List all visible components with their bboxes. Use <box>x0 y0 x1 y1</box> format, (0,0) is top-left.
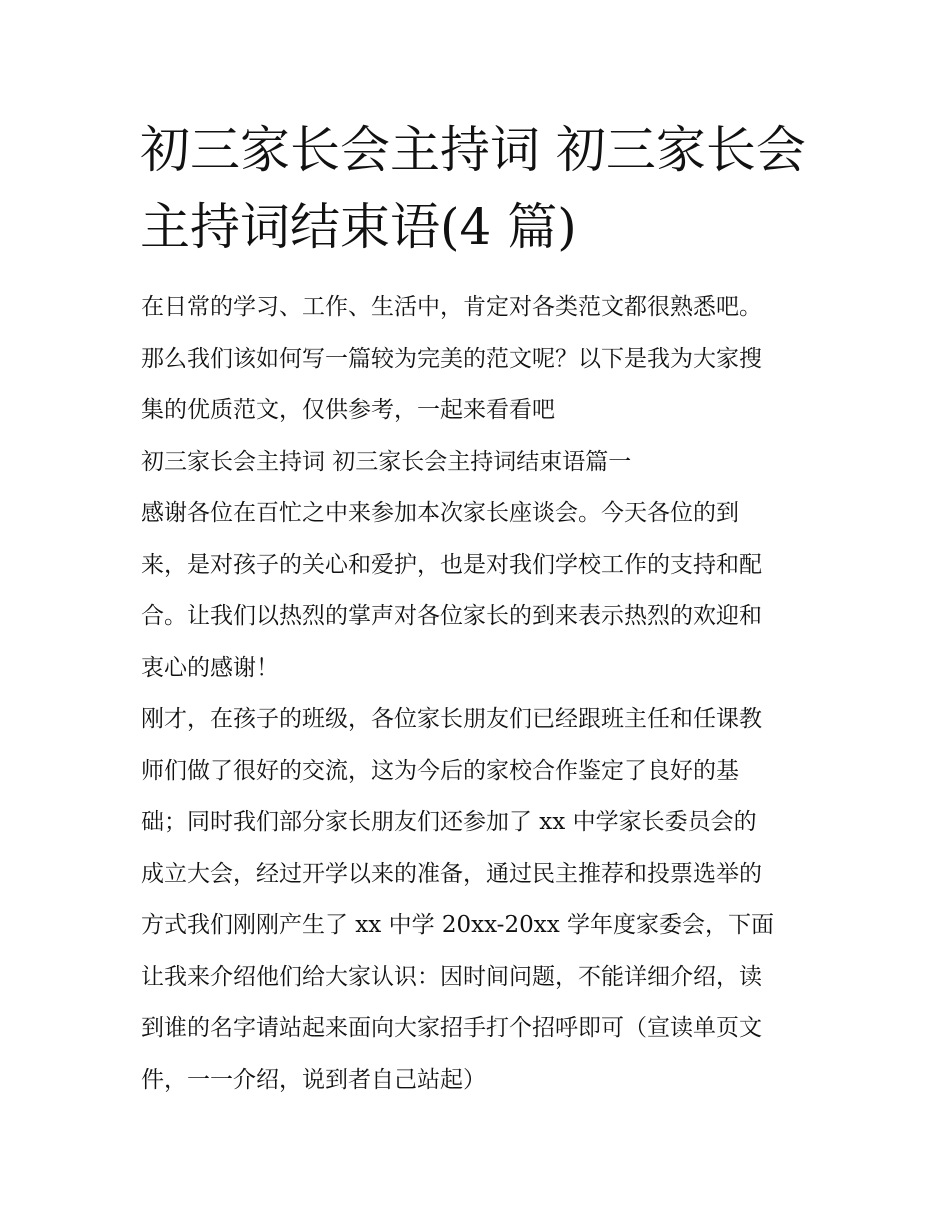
title-line: 初三家长会主持词 初三家长会 <box>140 121 806 179</box>
paragraph-line: 件，一一介绍，说到者自己站起） <box>141 1066 486 1093</box>
section-heading: 初三家长会主持词 初三家长会主持词结束语篇一 <box>141 448 632 475</box>
title-line: 主持词结束语(4 篇) <box>140 198 577 256</box>
intro-line: 集的优质范文，仅供参考，一起来看看吧 <box>141 397 555 423</box>
paragraph-line: 础；同时我们部分家长朋友们还参加了 xx 中学家长委员会的 <box>141 809 757 835</box>
paragraph-line: 感谢各位在百忙之中来参加本次家长座谈会。今天各位的到 <box>141 500 739 526</box>
paragraph-line: 方式我们刚刚产生了 xx 中学 20xx-20xx 学年度家委会，下面 <box>141 912 774 938</box>
paragraph-line: 合。让我们以热烈的掌声对各位家长的到来表示热烈的欢迎和 <box>141 603 762 629</box>
document-body <box>141 282 821 1106</box>
paragraph-line: 到谁的名字请站起来面向大家招手打个招呼即可（宣读单页文 <box>141 1015 762 1041</box>
document-title <box>140 112 820 266</box>
intro-line: 在日常的学习、工作、生活中，肯定对各类范文都很熟悉吧。 <box>141 294 762 320</box>
paragraph-line: 衷心的感谢！ <box>141 654 279 681</box>
intro-line: 那么我们该如何写一篇较为完美的范文呢？以下是我为大家搜 <box>141 345 762 372</box>
paragraph-line: 刚才，在孩子的班级，各位家长朋友们已经跟班主任和任课教 <box>141 706 762 732</box>
paragraph-line: 师们做了很好的交流，这为今后的家校合作鉴定了良好的基 <box>141 757 739 784</box>
paragraph-line: 来，是对孩子的关心和爱护，也是对我们学校工作的支持和配 <box>141 551 762 578</box>
paragraph-line: 成立大会，经过开学以来的准备，通过民主推荐和投票选举的 <box>141 860 762 887</box>
paragraph-line: 让我来介绍他们给大家认识：因时间问题，不能详细介绍，读 <box>141 963 762 990</box>
